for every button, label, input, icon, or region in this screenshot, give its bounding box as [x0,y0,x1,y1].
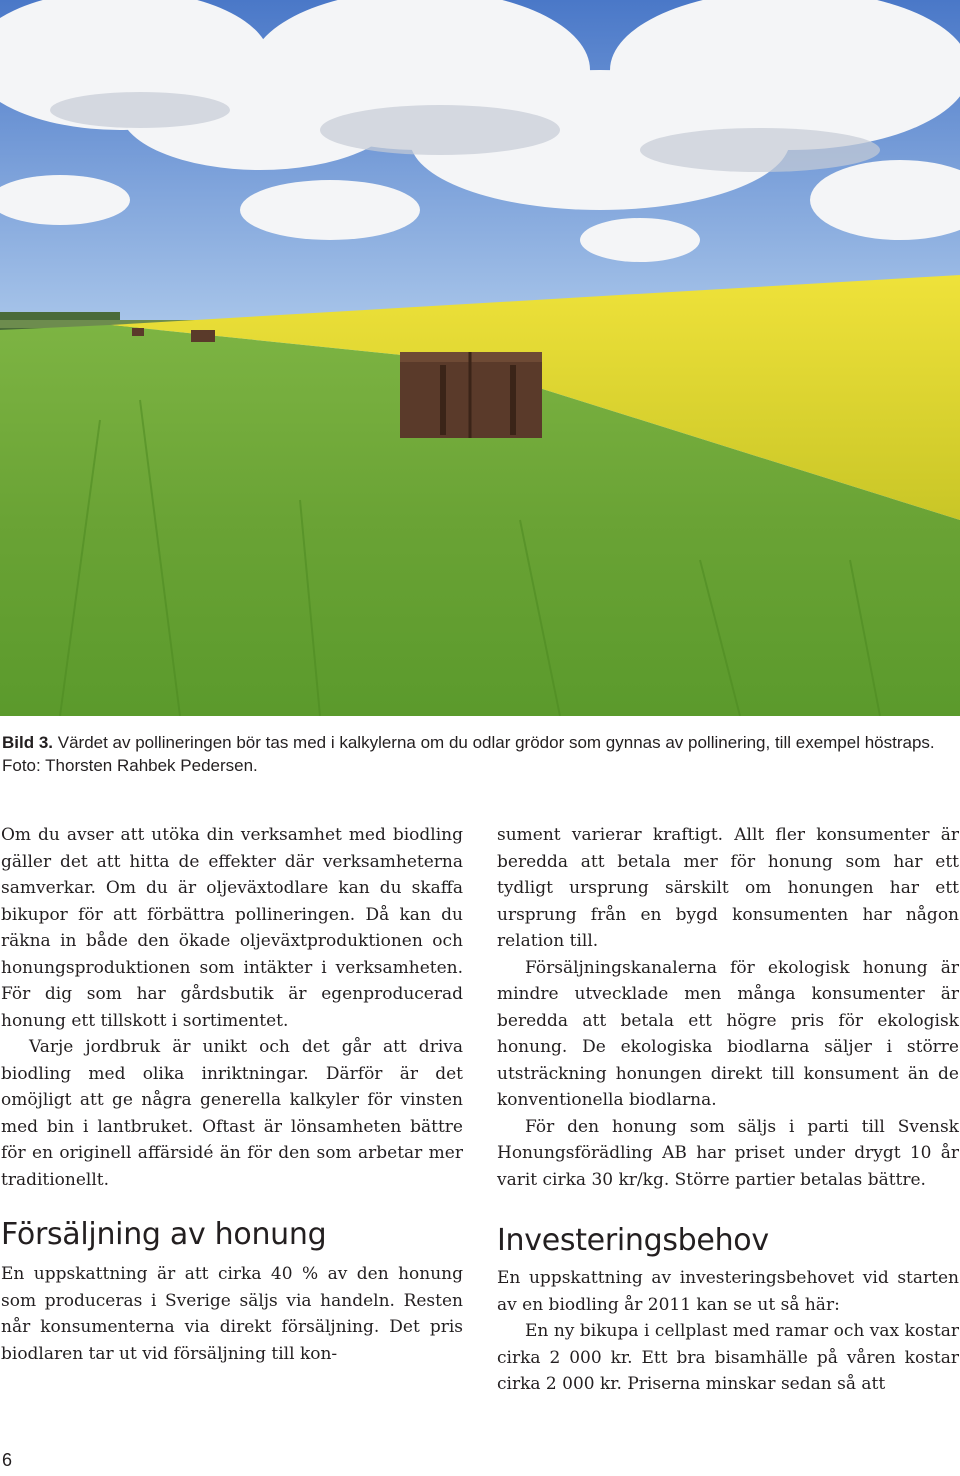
paragraph: En uppskattning är att cirka 40 % av den honung som produceras i Sverige säljs via handeln. Resten når konsumenterna via direkt försäljning. Det pris biodlaren tar ut vid försäljning till kon- [1,1264,463,1364]
section-heading-investeringsbehov: Investeringsbehov [497,1223,769,1258]
beehives-field-image [0,0,960,716]
paragraph: Försäljningskanalerna för ekologisk honung är mindre utvecklade men många konsumenter är beredda att betala ett högre pris för ekologisk honung. De ekologiska biodlarna säljer i större utsträckning honungen direkt till konsument än de konventionella biodlarna. [497,957,959,1110]
beehive [400,352,542,438]
paragraph: En ny bikupa i cellplast med ramar och vax kostar cirka 2 000 kr. Ett bra bisamhälle på våren kostar cirka 2 000 kr. Priserna minskar sedan så att [497,1321,959,1394]
paragraph: En uppskattning av investeringsbehovet vid starten av en biodling år 2011 kan se ut så här: [497,1268,959,1315]
paragraph: Varje jordbruk är unikt och det går att driva biodling med olika inriktningar. Därför är det omöjligt att ge några generella kalkyler för vinsten med bin i lantbruket. Oftast är lönsamheten bättre för en originell affärsidé än för den som arbetar mer traditionellt. [1,1037,463,1190]
left-column [1,822,463,1367]
paragraph: Om du avser att utöka din verksamhet med biodling gäller det att hitta de effekter där verksamheterna samverkar. Om du är oljeväxtodlare kan du skaffa bikupor för att förbättra pollineringen. Då kan du räkna in både den ökade oljeväxtproduktionen och honungsproduktionen som intäkter i verksamheten. För dig som har gårdsbutik är egenproducerad honung ett tillskott i sortimentet. [1,825,463,1031]
caption-text: Värdet av pollineringen bör tas med i kalkylerna om du odlar grödor som gynnas av pollinering, till exempel höstraps. Foto: Thorsten Rahbek Pedersen. [2,733,935,775]
field-photo [0,0,960,716]
right-column [497,822,959,1398]
photo-caption [2,731,952,777]
section-heading-forsaljning: Försäljning av honung [1,1217,327,1252]
paragraph: För den honung som säljs i parti till Svensk Honungsförädling AB har priset under drygt 10 år varit cirka 30 kr/kg. Större partier betalas bättre. [497,1116,959,1190]
caption-label: Bild 3. [2,733,54,752]
paragraph: sument varierar kraftigt. Allt fler konsumenter är beredda att betala mer för honung som har ett tydligt ursprung särskilt om honungen har ett ursprung från en bygd konsumenten har någon relation till. [497,825,959,951]
page-number: 6 [2,1450,13,1470]
